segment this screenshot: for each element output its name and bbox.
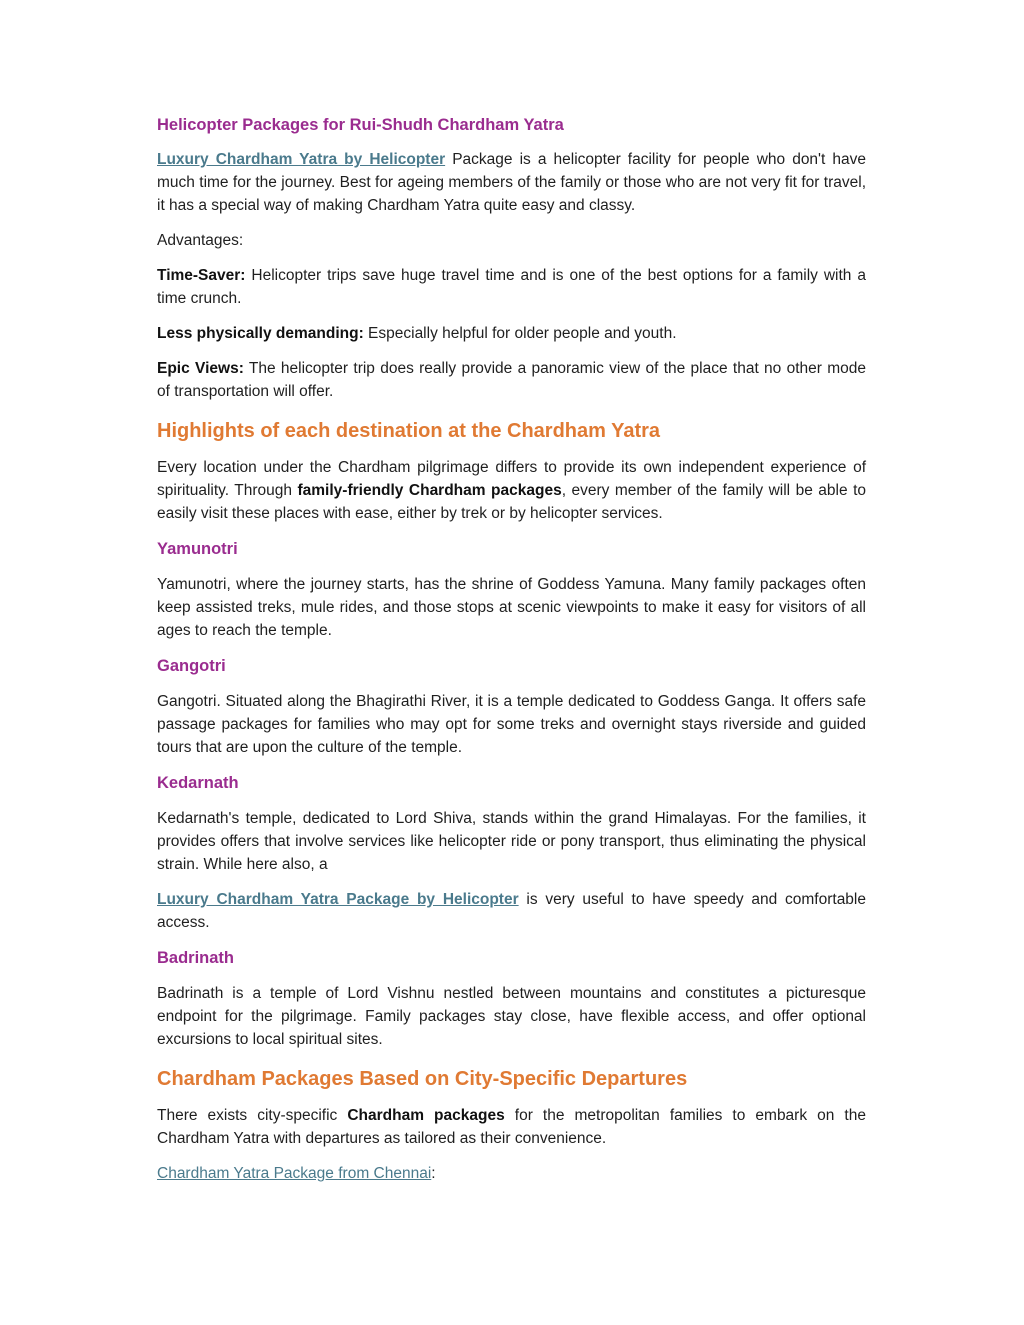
city-text-b: for the metropolitan families to embark on the Chardham Yatra with departures as tailored as their convenience. [157, 1107, 866, 1147]
city-text [157, 1104, 866, 1150]
advantage-item [157, 264, 866, 310]
advantage-text: The helicopter trip does really provide a panoramic view of the place that no other mode of transportation will offer. [157, 360, 866, 400]
highlights-heading: Highlights of each destination at the Chardham Yatra [157, 420, 661, 442]
kedarnath-helicopter [157, 888, 866, 934]
heli-intro-text: Package is a helicopter facility for people who don't have much time for the journey. Best for ageing members of the family or those who are not very fit for travel, it has a special way of making Chardham Yatra quite easy and classy. [157, 151, 867, 214]
family-packages-bold: family-friendly Chardham packages [297, 482, 562, 499]
advantage-item [157, 322, 866, 345]
gangotri-text: Gangotri. Situated along the Bhagirathi River, it is a temple dedicated to Goddess Ganga. It offers safe passage packages for families who may opt for some treks and overnight stays riverside and guided tours that are upon the culture of the temple. [157, 693, 866, 756]
advantage-text: Helicopter trips save huge travel time and is one of the best options for a family with a time crunch. [157, 267, 866, 307]
yamunotri-text: Yamunotri, where the journey starts, has the shrine of Goddess Yamuna. Many family packages often keep assisted treks, mule rides, and those stops at scenic viewpoints to make it easy for visitors of all ages to reach the temple. [157, 576, 866, 639]
kedarnath-link-rest: is very useful to have speedy and comfortable access. [157, 891, 866, 931]
advantages-label: Advantages: [157, 232, 244, 249]
badrinath-text: Badrinath is a temple of Lord Vishnu nestled between mountains and constitutes a picturesque endpoint for the pilgrimage. Family packages stay close, have flexible access, and offer optional excursions to local spiritual sites. [157, 985, 866, 1048]
highlights-intro-b: , every member of the family will be able to easily visit these places with ease, either by trek or by helicopter services. [157, 482, 866, 522]
chennai-package-link[interactable]: Chardham Yatra Package from Chennai [157, 1165, 432, 1182]
city-heading: Chardham Packages Based on City-Specific Departures [157, 1068, 688, 1090]
luxury-helicopter-package-link[interactable]: Luxury Chardham Yatra Package by Helicopter [157, 891, 519, 908]
advantage-term: Less physically demanding: [157, 325, 364, 342]
heli-intro [157, 148, 866, 217]
highlights-intro [157, 456, 866, 525]
chennai-line [157, 1162, 866, 1185]
highlights-intro-a: Every location under the Chardham pilgrimage differs to provide its own independent experience of spirituality. Through [157, 459, 866, 499]
luxury-helicopter-link[interactable]: Luxury Chardham Yatra by Helicopter [157, 151, 446, 168]
yamunotri-heading: Yamunotri [157, 540, 238, 558]
chennai-colon: : [431, 1165, 436, 1182]
kedarnath-text: Kedarnath's temple, dedicated to Lord Shiva, stands within the grand Himalayas. For the families, it provides offers that involve services like helicopter ride or pony transport, thus eliminating the physical strain. While here also, a [157, 810, 866, 873]
advantage-term: Time-Saver: [157, 267, 246, 284]
advantage-text: Especially helpful for older people and youth. [363, 325, 677, 342]
advantage-item [157, 357, 866, 403]
gangotri-heading: Gangotri [157, 657, 226, 675]
badrinath-heading: Badrinath [157, 949, 235, 967]
heli-heading: Helicopter Packages for Rui-Shudh Chardham Yatra [157, 116, 564, 134]
kedarnath-heading: Kedarnath [157, 774, 239, 792]
advantage-term: Epic Views: [157, 360, 244, 377]
city-text-a: There exists city-specific [157, 1107, 348, 1124]
chardham-packages-bold: Chardham packages [347, 1107, 505, 1124]
